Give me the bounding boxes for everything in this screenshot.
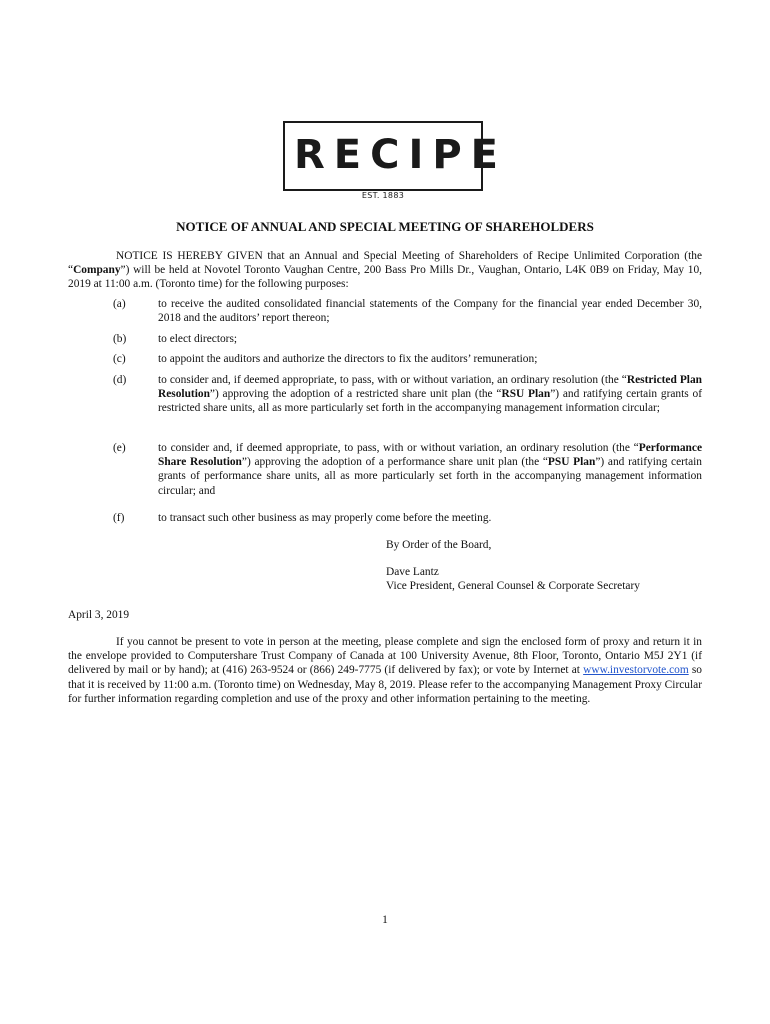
logo-est-text: EST. 1883	[356, 191, 410, 201]
item-d-text-1: to consider and, if deemed appropriate, to pass, with or without variation, an ordinary resolution (the “	[158, 374, 627, 386]
list-item-text: to appoint the auditors and authorize the directors to fix the auditors’ remuneration;	[158, 353, 538, 365]
item-e-text-3: ”) and ratifying certain grants of performance share units, all as more particularly set forth in the accompanying management information circular; and	[158, 456, 703, 497]
closing-text-2: so that it is received by 11:00 a.m. (Toronto time) on Wednesday, May 8, 2019. Please refer to the accompanying Management Proxy Circular for further information regarding completion and use of the proxy and other information pertaining to the meeting.	[68, 664, 703, 705]
list-item-label: (b)	[113, 333, 127, 345]
closing-paragraph	[68, 635, 702, 706]
notice-date: April 3, 2019	[68, 609, 130, 621]
item-e-defined-term-1: Performance Share Resolution	[158, 442, 702, 469]
list-item-text: to elect directors;	[158, 333, 238, 345]
item-e-defined-term-2: PSU Plan	[547, 456, 596, 469]
list-item-b	[68, 332, 702, 346]
item-d-defined-term-2: RSU Plan	[501, 388, 551, 401]
intro-text-2: ”) will be held at Novotel Toronto Vaughan Centre, 200 Bass Pro Mills Dr., Vaughan, Ontario, L4K 0B9 on Friday, May 10, 2019 at 11:00 a.m. (Toronto time) for the following purposes:	[68, 264, 702, 291]
signature-role: Vice President, General Counsel & Corporate Secretary	[386, 580, 640, 592]
notice-title: NOTICE OF ANNUAL AND SPECIAL MEETING OF SHAREHOLDERS	[176, 219, 594, 234]
intro-text-1: NOTICE IS HEREBY GIVEN that an Annual and Special Meeting of Shareholders of Recipe Unlimited Corporation (the “	[68, 250, 702, 277]
item-d-defined-term-1: Restricted Plan Resolution	[158, 374, 702, 401]
list-item-text	[158, 373, 702, 416]
company-logo	[283, 121, 508, 200]
item-d-text-3: ”) and ratifying certain grants of restricted share units, all as more particularly set forth in the accompanying management information circular;	[158, 388, 702, 415]
list-item-text: to transact such other business as may properly come before the meeting.	[158, 512, 492, 524]
list-item-f	[68, 511, 702, 525]
list-item-c	[68, 352, 702, 366]
signature-by-order: By Order of the Board,	[386, 539, 492, 551]
list-item-label: (c)	[113, 353, 126, 365]
list-item-label: (d)	[113, 374, 127, 386]
signature-name: Dave Lantz	[386, 566, 439, 578]
list-item-a	[68, 297, 702, 325]
item-e-text-2: ”) approving the adoption of a performance share unit plan (the “	[241, 456, 548, 469]
item-d-text-2: ”) approving the adoption of a restricted share unit plan (the “	[209, 388, 502, 401]
list-item-d	[68, 373, 702, 416]
list-item-e	[68, 441, 702, 498]
list-item-label: (e)	[113, 442, 126, 454]
list-item-text: to receive the audited consolidated financial statements of the Company for the financial year ended December 30, 2018 and the auditors’ report thereon;	[158, 298, 702, 325]
investorvote-link[interactable]: www.investorvote.com	[583, 664, 689, 677]
intro-paragraph	[68, 249, 702, 292]
list-item-label: (f)	[113, 512, 125, 524]
logo-wordmark: RECIPE	[294, 132, 508, 178]
item-e-text-1: to consider and, if deemed appropriate, to pass, with or without variation, an ordinary resolution (the “	[158, 442, 639, 454]
list-item-label: (a)	[113, 298, 126, 310]
intro-company-term: Company	[73, 264, 121, 277]
closing-text-1: If you cannot be present to vote in person at the meeting, please complete and sign the enclosed form of proxy and return it in the envelope provided to Computershare Trust Company of Canada at 100 University Avenue, 8th Floor, Toronto, Ontario M5J 2Y1 (if delivered by mail or by hand); at (416) 263-9524 or (866) 249-7775 (if delivered by fax); or vote by Internet at	[68, 636, 702, 677]
logo-established	[285, 189, 481, 201]
page-number: 1	[382, 914, 388, 926]
list-item-text	[158, 441, 702, 498]
